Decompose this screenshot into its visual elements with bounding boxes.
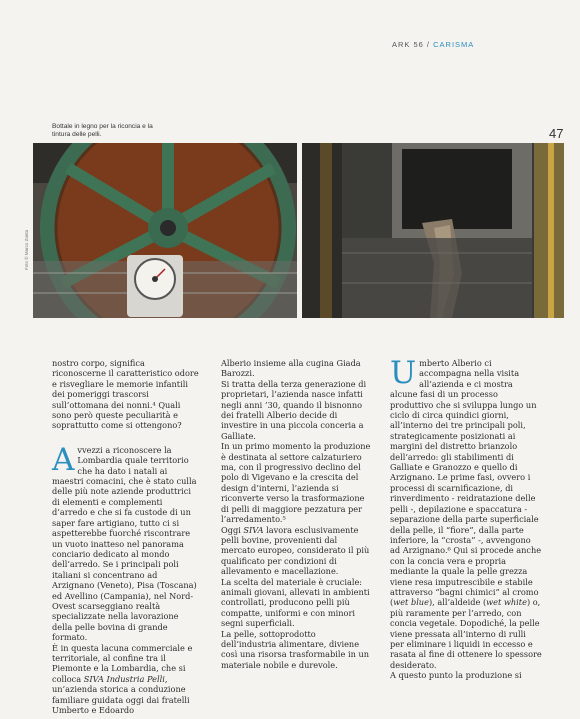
paragraph: A questo punto la produzione si <box>390 670 522 681</box>
italic-term: wet white <box>486 597 527 608</box>
page-number: 47 <box>549 126 564 141</box>
drum-interior-illustration <box>302 143 564 318</box>
text-run: lavora esclusivamente pelli bovine, provenienti dal mercato europeo, considerato il più qualificato per condizioni di allevamento e macellazione. <box>221 524 370 577</box>
paragraph: Si tratta della terza generazione di proprietari, l’azienda nasce infatti negli anni ’30, quando il bisnonno dei fratelli Alberio decide di investire in una piccola conceria a Galliate. <box>221 378 367 441</box>
spacer <box>52 431 200 445</box>
text-run: mberto Alberio ci accompagna nella visita all’azienda e ci mostra alcune fasi di un processo produttivo che si sviluppa lungo un ciclo di circa quindici giorni, all’interno dei tre principali poli, strategicamente posizionati ai margini del distretto brianzolo dell’arredo: gli stabilimenti di Galliate e Granozzo e quello di Arzignano. Le prime fasi, ovvero i processi di scarnificazione, di rinverdimento - reidratazione delle pelli -, depilazione e spaccatura - separazione della parte superficiale della pelle, il “fiore”, dalla parte inferiore, la “crosta” -, avvengono ad Arzignano.⁶ Qui si procede anche con la concia vera e propria mediante la quale la pelle grezza viene resa imputrescibile e stabile attraverso “bagni chimici” al cromo ( <box>390 358 542 608</box>
paragraph: La pelle, sottoprodotto dell’industria alimentare, diviene così una risorsa trasformabile in un materiale nobile e durevole. <box>221 628 370 670</box>
text-column-3 <box>390 355 542 681</box>
paragraph: In un primo momento la produzione è destinata al settore calzaturiero ma, con il progressivo declino del polo di Vigevano e la crescita del design d’interni, l’azienda si riconverte verso la trasformazione di pelli di maggiore pezzatura per l’arredamento.⁵ <box>221 441 371 525</box>
company-name: SIVA Industria Pelli <box>83 673 165 684</box>
photo-caption: Bottale in legno per la riconcia e la tintura delle pelli. <box>52 123 153 139</box>
running-header <box>392 40 474 49</box>
text-column-1 <box>52 358 200 715</box>
company-name: SIVA <box>243 524 264 535</box>
paragraph-text: vvezzi a riconoscere la Lombardia quale territorio che ha dato i natali ai maestri comacini, che è stato culla delle più note aziende produttrici di elementi e complementi d’arredo e che si fa custode di un saper fare artigiano, tutto ci si aspetterebbe fuorché riscontrare un vuoto inatteso nel panorama conciario dedicato al mondo dell’arredo. Se i principali poli italiani si concentrano ad Arzignano (Veneto), Pisa (Toscana) ed Avellino (Campania), nel Nord-Ovest scarseggiano realtà specializzate nella lavorazione della pelle bovina di grande formato. <box>52 444 197 643</box>
paragraph: nostro corpo, significa riconoscerne il caratteristico odore e risvegliare le memorie infantili dei pomeriggi trascorsi sull’ottomana dei nonni.⁴ Quali sono però queste peculiarità e soprattutto come si ottengono? <box>52 358 199 431</box>
photo-credit: Foto © Marco Zanta <box>24 229 29 270</box>
text-run: ) o, più raramente per l’arredo, con concia vegetale. Dopodiché, la pelle viene pressata all’interno di rulli per eliminare i liquidi in eccesso e rasata al fine di ottenere lo spessore desiderato. <box>390 597 542 670</box>
section-name: CARISMA <box>433 40 475 49</box>
photo-tanning-drum <box>33 143 297 318</box>
tanning-drum-illustration <box>33 143 297 318</box>
magazine-issue: ARK 56 / <box>392 40 431 49</box>
paragraph: La scelta del materiale è cruciale: animali giovani, allevati in ambienti controllati, producono pelli più compatte, uniformi e con minori segni superficiali. <box>221 576 370 629</box>
paragraph: Alberio insieme alla cugina Giada Barozzi. <box>221 358 361 379</box>
italic-term: wet blue <box>393 597 429 608</box>
text-run: , un’azienda storica a conduzione familiare guidata oggi dai fratelli Umberto e Edoardo <box>52 673 190 715</box>
photo-drum-interior <box>302 143 564 318</box>
text-run: ), all’aldeide ( <box>428 597 487 608</box>
paragraph <box>221 525 371 577</box>
paragraph-with-dropcap <box>390 355 542 670</box>
text-run: È in questa lacuna commerciale e territoriale, al confine tra il Piemonte e la Lombardia, che si colloca <box>52 642 193 684</box>
paragraph <box>52 643 200 716</box>
dropcap: U <box>390 355 417 391</box>
paragraph-with-dropcap <box>52 441 200 643</box>
text-column-2 <box>221 358 371 670</box>
text-run: Oggi <box>221 524 244 535</box>
dropcap: A <box>52 441 75 478</box>
